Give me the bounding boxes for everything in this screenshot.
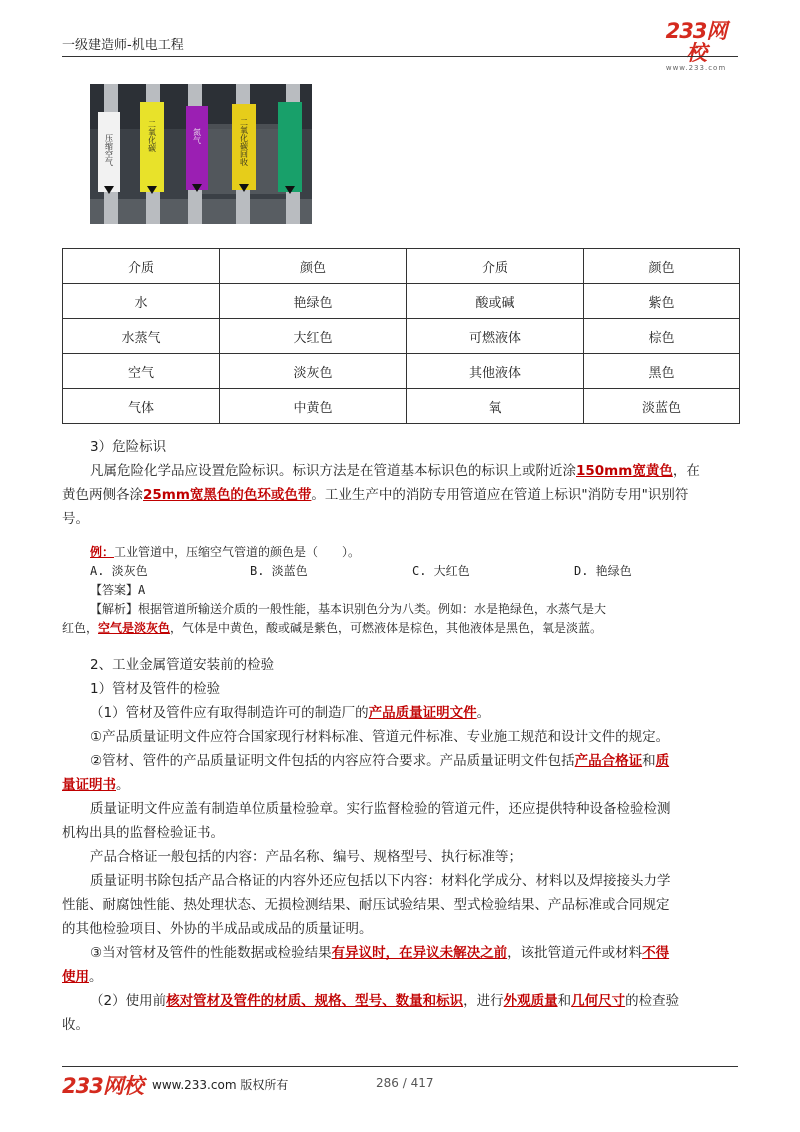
inspection-line-12 (62, 966, 103, 989)
table-header-row (63, 249, 740, 284)
example-options (90, 562, 740, 581)
logo-url: www.233.com (665, 64, 727, 72)
highlight-air-color: 空气是淡灰色 (98, 621, 171, 635)
text-run: ，进行 (463, 993, 504, 1009)
table-cell: 可燃液体 (407, 319, 584, 354)
brand-logo (656, 20, 736, 72)
example-explanation-line-2 (62, 619, 602, 638)
inspection-line-3 (90, 750, 669, 773)
text-run: 。工业生产中的消防专用管道应在管道上标识"消防专用"识别符 (311, 487, 689, 503)
inspection-line-10: 的其他检验项目、外协的半成品或成品的质量证明。 (62, 921, 373, 937)
option-a: A. 淡灰色 (90, 564, 148, 578)
danger-paragraph-line-2 (62, 484, 688, 507)
table-header-cell: 颜色 (220, 249, 407, 284)
inspection-subtitle: 1）管材及管件的检验 (90, 681, 221, 697)
table-cell: 艳绿色 (220, 284, 407, 319)
medium-color-table (62, 248, 740, 424)
highlight-quality-cert: 质 (655, 753, 670, 769)
table-row (63, 284, 740, 319)
highlight-quality-docs: 产品质量证明文件 (368, 705, 477, 721)
inspection-section-title: 2、工业金属管道安装前的检验 (90, 657, 275, 673)
inspection-line-5: 质量证明文件应盖有制造单位质量检验章。实行监督检验的管道元件，还应提供特种设备检验检测 (90, 801, 671, 817)
example-explanation-line-1: 【解析】根据管道所输送介质的一般性能，基本识别色分为八类。例如：水是艳绿色，水蒸气是大 (90, 602, 607, 616)
option-d: D. 艳绿色 (574, 564, 632, 578)
table-cell: 水 (63, 284, 220, 319)
example-answer: 【答案】A (90, 583, 146, 597)
highlight-appearance: 外观质量 (503, 993, 558, 1009)
table-header-cell: 介质 (407, 249, 584, 284)
pipe-label-photo (90, 84, 312, 224)
danger-paragraph-line-1 (90, 460, 700, 483)
pipe-label-co2-recovery: 二氧化碳回收 (239, 118, 249, 166)
pipe-photo-illustration (90, 84, 312, 224)
table-header-cell: 颜色 (584, 249, 740, 284)
inspection-line-6: 机构出具的监督检验证书。 (62, 825, 224, 841)
table-row (63, 319, 740, 354)
inspection-line-14: 收。 (62, 1017, 89, 1033)
inspection-line-8: 质量证明书除包括产品合格证的内容外还应包括以下内容：材料化学成分、材料以及焊接接头力学 (90, 873, 671, 889)
inspection-line-1 (90, 702, 490, 725)
table-cell: 大红色 (220, 319, 407, 354)
pipe-label-nitrogen: 氮气 (192, 128, 202, 144)
example-label: 例： (90, 545, 115, 559)
pipe-label-compressed-air: 压缩空气 (104, 134, 114, 166)
text-run: ，气体是中黄色，酸或碱是紫色，可燃液体是棕色，其他液体是黑色，氧是淡蓝。 (170, 621, 603, 635)
text-run: ，该批管道元件或材料 (507, 945, 643, 961)
highlight-verify-items: 核对管材及管件的材质、规格、型号、数量和标识 (166, 993, 464, 1009)
inspection-line-13 (90, 990, 679, 1013)
highlight-not-use: 不得 (642, 945, 670, 961)
table-cell: 中黄色 (220, 389, 407, 424)
table-cell: 其他液体 (407, 354, 584, 389)
inspection-line-11 (90, 942, 669, 965)
inspection-line-9: 性能、耐腐蚀性能、热处理状态、无损检测结果、耐压试验结果、型式检验结果、产品标准或合同规定 (62, 897, 670, 913)
page-number: 286 / 417 (376, 1076, 434, 1090)
text-run: 红色， (62, 621, 99, 635)
table-cell: 酸或碱 (407, 284, 584, 319)
inspection-line-2: ①产品质量证明文件应符合国家现行材料标准、管道元件标准、专业施工规范和设计文件的规定。 (90, 729, 670, 745)
highlight-not-use: 使用 (62, 969, 89, 985)
header-divider (62, 56, 738, 57)
footer-copyright: www.233.com 版权所有 (152, 1078, 289, 1092)
danger-section-title: 3）危险标识 (90, 439, 167, 455)
text-run: 凡属危险化学品应设置危险标识。标识方法是在管道基本标识色的标识上或附近涂 (90, 463, 576, 479)
table-cell: 气体 (63, 389, 220, 424)
table-cell: 氧 (407, 389, 584, 424)
table-row (63, 354, 740, 389)
text-run: （1）管材及管件应有取得制造许可的制造厂的 (90, 705, 369, 721)
table-cell: 淡灰色 (220, 354, 407, 389)
option-c: C. 大红色 (412, 564, 470, 578)
text-run: 黄色两侧各涂 (62, 487, 143, 503)
highlight-yellow-width: 150mm宽黄色 (576, 463, 673, 479)
danger-paragraph-line-3: 号。 (62, 511, 89, 527)
highlight-black-band: 25mm宽黑色的色环或色带 (143, 487, 312, 503)
text-run: 。 (89, 969, 103, 985)
table-cell: 水蒸气 (63, 319, 220, 354)
highlight-quality-cert: 量证明书 (62, 777, 116, 793)
text-run: ②管材、管件的产品质量证明文件包括的内容应符合要求。产品质量证明文件包括 (90, 753, 575, 769)
table-cell: 棕色 (584, 319, 740, 354)
inspection-line-4 (62, 774, 130, 797)
footer-logo: 233网校 (62, 1074, 143, 1098)
table-row (63, 389, 740, 424)
text-run: ③当对管材及管件的性能数据或检验结果 (90, 945, 332, 961)
pipe-label-co2: 二氧化碳 (147, 120, 157, 152)
highlight-geometry: 几何尺寸 (571, 993, 626, 1009)
header-title: 一级建造师-机电工程 (62, 38, 184, 53)
table-cell: 紫色 (584, 284, 740, 319)
text-run: 和 (557, 993, 572, 1009)
text-run: 和 (642, 753, 656, 769)
example-question (90, 543, 360, 562)
text-run: 的检查验 (625, 993, 680, 1009)
table-cell: 淡蓝色 (584, 389, 740, 424)
question-text: 工业管道中，压缩空气管道的颜色是（ ）。 (114, 545, 361, 559)
text-run: 。 (116, 777, 130, 793)
option-b: B. 淡蓝色 (250, 564, 308, 578)
logo-text: 233网校 (665, 19, 727, 65)
inspection-line-7: 产品合格证一般包括的内容：产品名称、编号、规格型号、执行标准等； (90, 849, 522, 865)
footer-divider (62, 1066, 738, 1067)
table-cell: 黑色 (584, 354, 740, 389)
highlight-certificate: 产品合格证 (574, 753, 643, 769)
table-cell: 空气 (63, 354, 220, 389)
text-run: ，在 (672, 463, 700, 479)
text-run: 。 (476, 705, 491, 721)
table-header-cell: 介质 (63, 249, 220, 284)
text-run: （2）使用前 (90, 993, 167, 1009)
highlight-dispute: 有异议时，在异议未解决之前 (331, 945, 508, 961)
